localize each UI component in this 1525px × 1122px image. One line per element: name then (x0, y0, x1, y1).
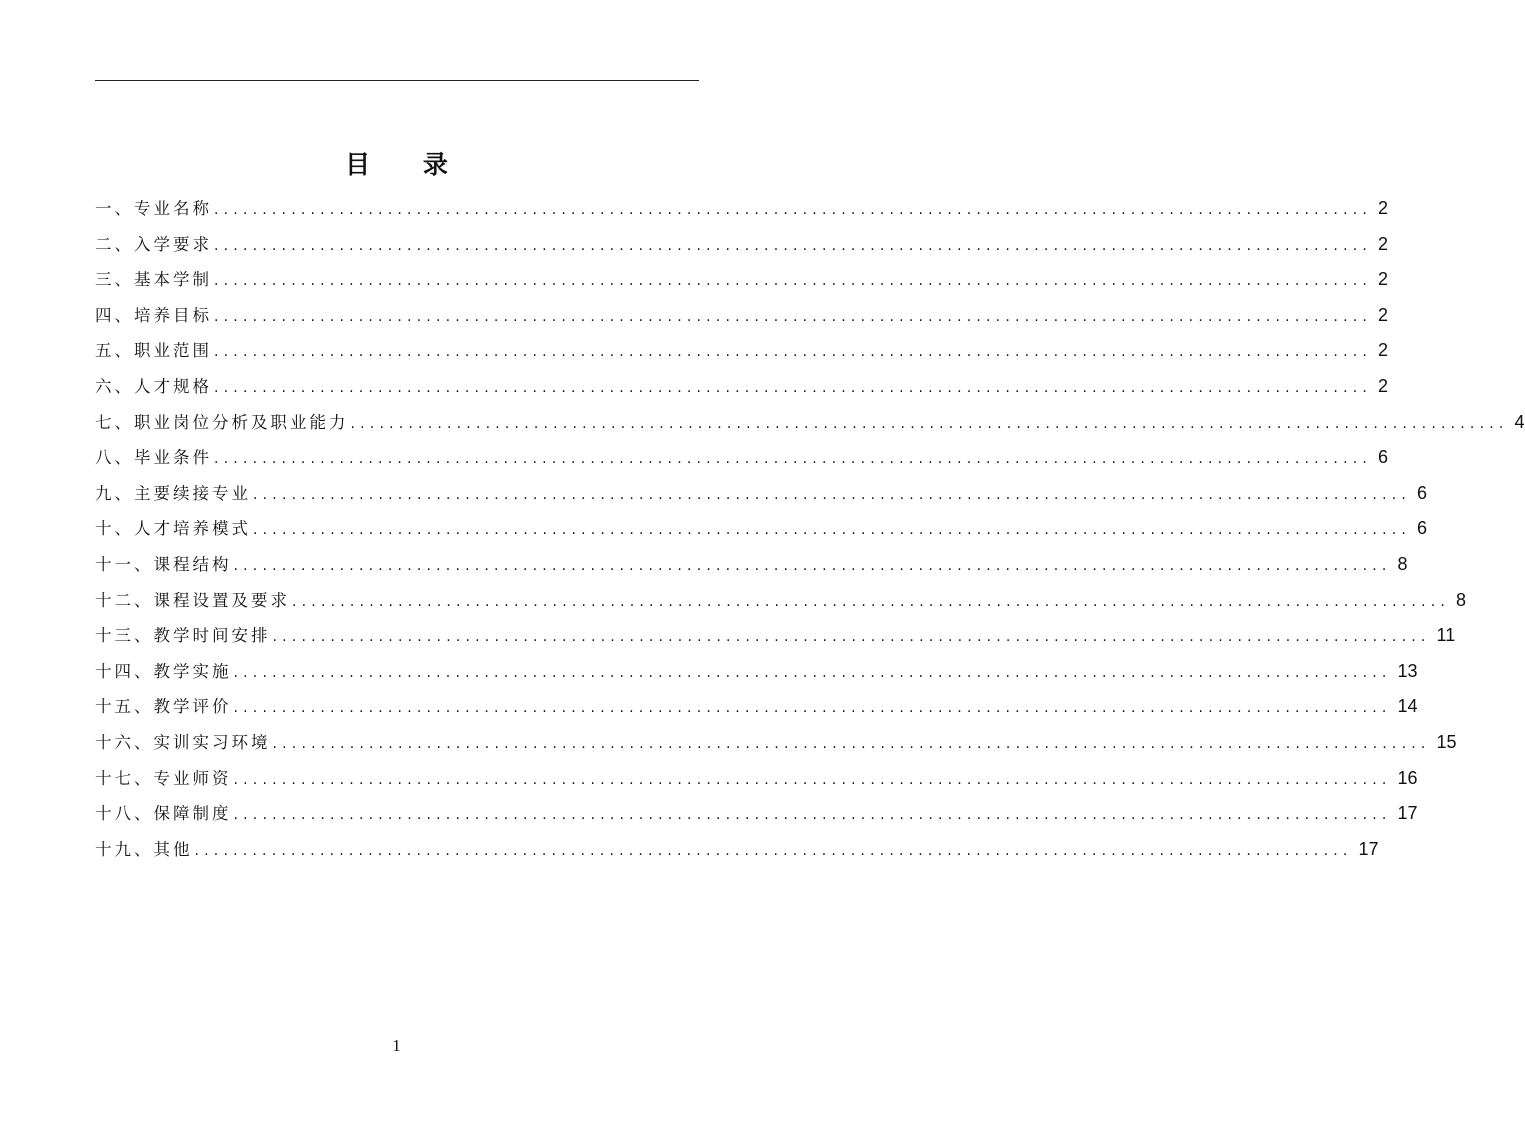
toc-entry[interactable] (95, 618, 1456, 654)
toc-entry-label: 十一、课程结构 (95, 554, 232, 574)
toc-leader-dots: ........................................................................................................................ (233, 807, 1392, 824)
toc-entry-label: 十七、专业师资 (95, 768, 232, 788)
toc-leader-dots: ........................................................................................................................ (350, 415, 1509, 432)
toc-entry[interactable] (95, 191, 1389, 227)
toc-entry-page: 6 (1417, 482, 1428, 503)
toc-entry[interactable] (95, 832, 1379, 868)
toc-entry-label: 十六、实训实习环境 (95, 732, 271, 752)
toc-entry-label: 八、毕业条件 (95, 448, 212, 468)
toc-leader-dots: ........................................................................................................................ (233, 664, 1392, 681)
toc-entry-label: 十五、教学评价 (95, 697, 232, 717)
toc-leader-dots: ........................................................................................................................ (214, 451, 1373, 468)
toc-entry-label: 七、职业岗位分析及职业能力 (95, 412, 349, 432)
toc-leader-dots: ........................................................................................................................ (253, 486, 1412, 503)
toc-entry[interactable] (95, 440, 1389, 476)
toc-entry[interactable] (95, 333, 1389, 369)
toc-entry[interactable] (95, 405, 1525, 441)
toc-leader-dots: ........................................................................................................................ (214, 273, 1373, 290)
toc-entry[interactable] (95, 796, 1418, 832)
toc-entry-page: 2 (1378, 340, 1389, 361)
toc-entry-page: 15 (1436, 731, 1457, 752)
toc-entry[interactable] (95, 511, 1428, 547)
toc-entry-page: 6 (1417, 518, 1428, 539)
toc-leader-dots: ........................................................................................................................ (194, 842, 1353, 859)
toc-entry[interactable] (95, 547, 1408, 583)
toc-entry-label: 十九、其他 (95, 839, 193, 859)
toc-entry[interactable] (95, 476, 1428, 512)
toc-entry-page: 14 (1397, 696, 1418, 717)
toc-entry-page: 2 (1378, 233, 1389, 254)
toc-entry-label: 九、主要续接专业 (95, 483, 251, 503)
toc-entry-page: 2 (1378, 304, 1389, 325)
toc-leader-dots: ........................................................................................................................ (272, 629, 1431, 646)
toc-entry-page: 13 (1397, 660, 1418, 681)
toc-entry-page: 11 (1436, 625, 1456, 646)
toc-entry-label: 五、职业范围 (95, 341, 212, 361)
toc-entry[interactable] (95, 262, 1389, 298)
page-number: 1 (392, 1036, 401, 1055)
toc-entry-label: 十、人才培养模式 (95, 519, 251, 539)
toc-entry-label: 六、人才规格 (95, 376, 212, 396)
toc-leader-dots: ........................................................................................................................ (292, 593, 1451, 610)
toc-entry-page: 8 (1397, 553, 1408, 574)
toc-entry-label: 三、基本学制 (95, 270, 212, 290)
table-of-contents (95, 191, 1525, 867)
toc-title: 目 录 (345, 150, 470, 179)
toc-entry-label: 十二、课程设置及要求 (95, 590, 290, 610)
toc-leader-dots: ........................................................................................................................ (214, 237, 1373, 254)
toc-entry-page: 17 (1358, 838, 1379, 859)
toc-entry[interactable] (95, 583, 1467, 619)
toc-entry-page: 6 (1378, 447, 1389, 468)
toc-leader-dots: ........................................................................................................................ (214, 344, 1373, 361)
toc-entry-page: 2 (1378, 269, 1389, 290)
toc-entry-label: 二、入学要求 (95, 234, 212, 254)
toc-entry[interactable] (95, 227, 1389, 263)
toc-entry[interactable] (95, 725, 1457, 761)
toc-leader-dots: ........................................................................................................................ (272, 735, 1431, 752)
toc-entry[interactable] (95, 369, 1389, 405)
toc-entry[interactable] (95, 298, 1389, 334)
toc-entry-page: 2 (1378, 375, 1389, 396)
toc-entry[interactable] (95, 761, 1418, 797)
toc-leader-dots: ........................................................................................................................ (233, 771, 1392, 788)
toc-entry-label: 四、培养目标 (95, 305, 212, 325)
toc-entry-page: 17 (1397, 803, 1418, 824)
header-rule (95, 80, 699, 81)
toc-leader-dots: ........................................................................................................................ (214, 202, 1373, 218)
toc-entry-page: 2 (1378, 198, 1389, 218)
toc-leader-dots: ........................................................................................................................ (214, 308, 1373, 325)
toc-leader-dots: ........................................................................................................................ (233, 557, 1392, 574)
toc-entry-label: 十八、保障制度 (95, 804, 232, 824)
toc-entry-label: 十四、教学实施 (95, 661, 232, 681)
toc-entry-page: 16 (1397, 767, 1418, 788)
toc-entry[interactable] (95, 654, 1418, 690)
toc-entry-label: 一、专业名称 (95, 199, 212, 218)
toc-leader-dots: ........................................................................................................................ (233, 700, 1392, 717)
toc-entry[interactable] (95, 689, 1418, 725)
toc-entry-label: 十三、教学时间安排 (95, 626, 271, 646)
toc-leader-dots: ........................................................................................................................ (214, 379, 1373, 396)
toc-entry-page: 8 (1456, 589, 1467, 610)
toc-leader-dots: ........................................................................................................................ (253, 522, 1412, 539)
toc-entry-page: 4 (1514, 411, 1525, 432)
